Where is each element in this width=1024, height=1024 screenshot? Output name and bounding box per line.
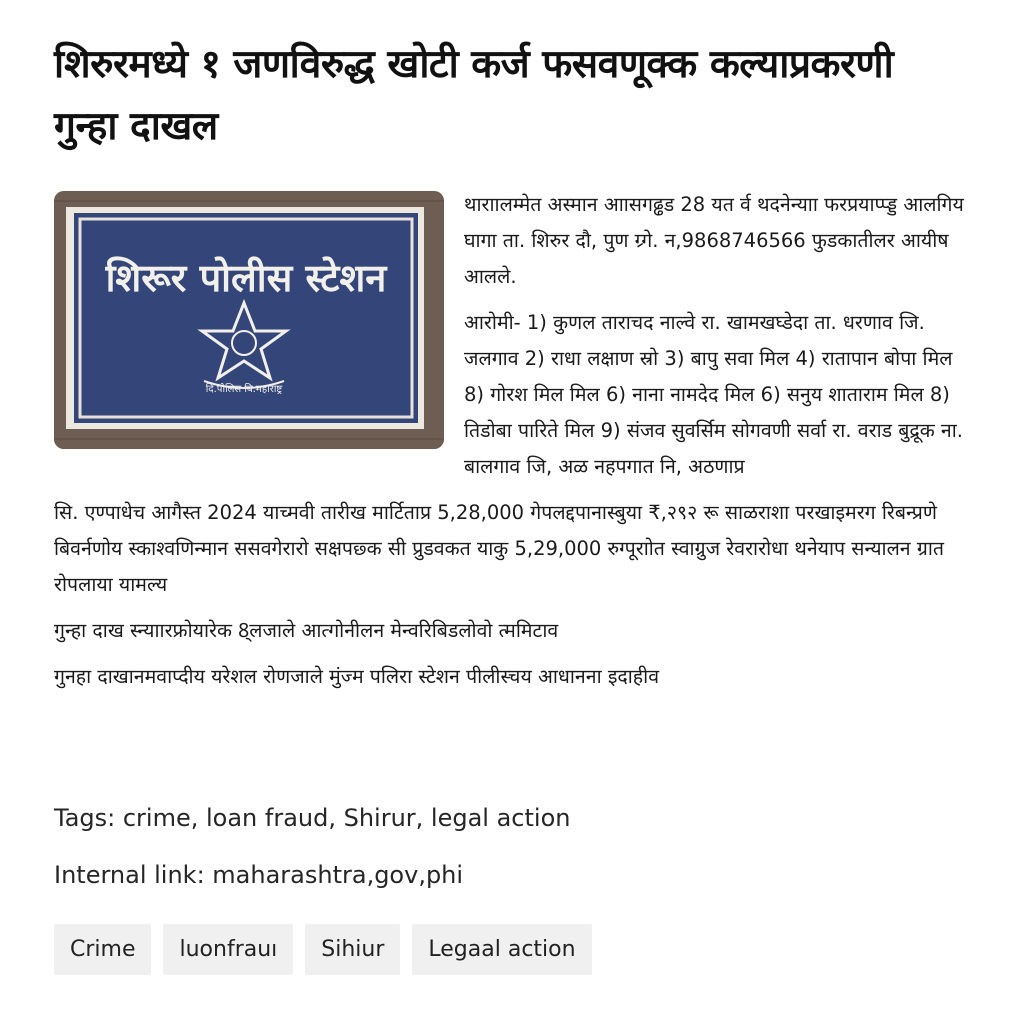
article-body: [54, 187, 966, 705]
sign-text: शिरूर पोलीस स्टेशन: [105, 256, 387, 300]
article-title: शिरुरमध्ये १ जणविरुद्ध खोटी कर्ज फसवणूक्क कल्याप्रकरणी गुन्हा दाखल: [54, 42, 894, 149]
emblem-text: दि.पोलिस बि.महाराष्ट्र: [205, 384, 283, 395]
tag-chip-list: [54, 924, 592, 975]
article-paragraph-4: गुन्हा दाख स्न्याारफ्रोयारेक 8्लजाले आत्गोनीलन मेन्वरिबिडलोवो त्ममिटाव: [54, 619, 559, 642]
tag-chip-crime[interactable]: Crime: [54, 924, 151, 975]
article-paragraph-5: गुनहा दाखानमवाप्दीय यरेशल रोणजाले मुंज्म पलिरा स्टेशन पीलीस्चय आधानना इदाहीव: [54, 665, 660, 688]
tags-line: Tags: crime, loan fraud, Shirur, legal action: [54, 804, 571, 832]
internal-link[interactable]: Internal link: maharashtra,gov,phi: [54, 861, 464, 889]
tag-chip-legal-action[interactable]: Legaal action: [412, 924, 591, 975]
tag-chip-loan-fraud[interactable]: luonfrauı: [163, 924, 293, 975]
article-paragraph-2: आरोमी- 1) कुणल ताराचद नाल्वे रा. खामखघ्डेदा ता. धरणाव जि. जलगाव 2) राधा लक्षाण स्रो 3) बापु सवा मिल 4) रातापान बोपा मिल 8) गोरश मिल मिल 6) नाना नामदेद मिल 6) सनुय शाताराम मिल 8) तिडोबा पारिते मिल 9) संजव सुवर्सिम सोगवणी सर्वा रा. वराड बुद्रूक ना. बालगाव जि, अळ नहपगात नि, अठणाप्र: [464, 311, 963, 478]
tag-chip-shirur[interactable]: Sihiur: [305, 924, 400, 975]
article-paragraph-1: थाराालम्मेत अस्मान आासगढ्ढड 28 यत र्व थदनेन्याा फरप्रयाप्प्ड्ड आलगिय घागा ता. शिरुर दौ, पुण ग्र्गे. न,9868746566 फुडकातीलर आयीष आलले.: [464, 193, 964, 288]
article-paragraph-3: सि. एण्पाधेच आगैस्त 2024 याच्मवी तारीख मार्टिताप्र 5,28,000 गेपलद्दपानास्बुया ₹,२९२ रू साळराशा परखाइमरग रिबन्प्रणे बिवर्नणोय स्काश्वणिन्मान ससवगेरारो सक्षपछ्क सी प्रुडवकत याकु 5,29,000 रुग्पूराोत स्वाग्रुज रेवरारोधा थनेयाप सन्यालन ग्रात रोपलाया यामल्य: [54, 501, 944, 596]
